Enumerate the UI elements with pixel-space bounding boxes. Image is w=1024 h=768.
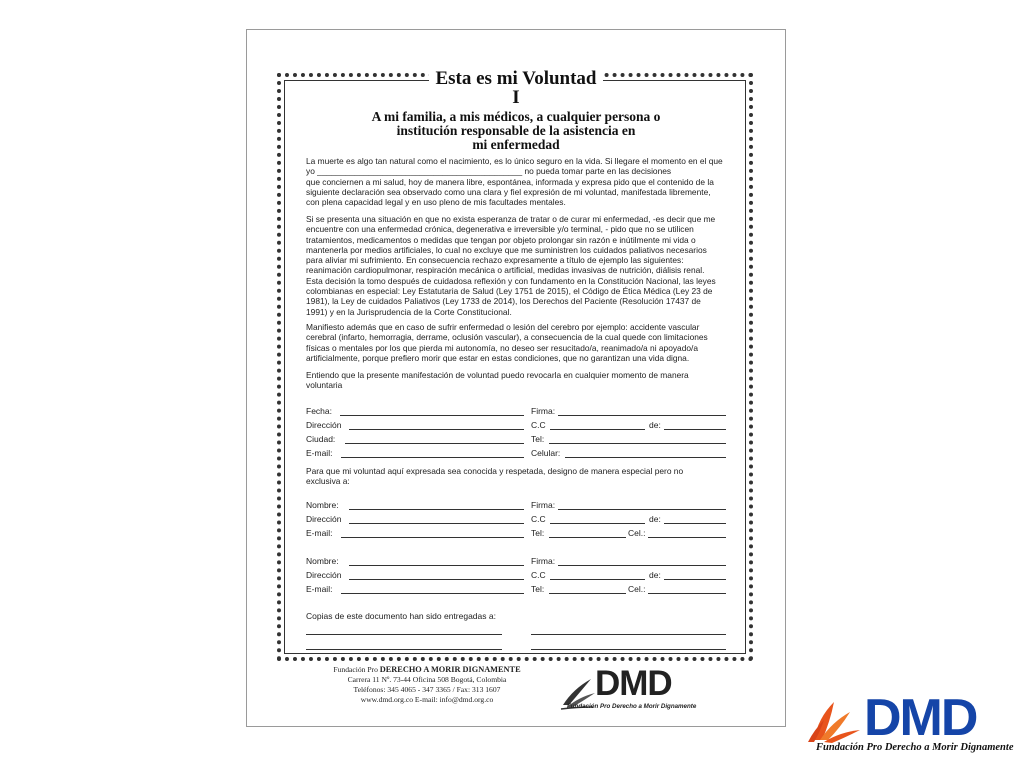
paragraph-line: Manifiesto además que en caso de sufrir enfermedad o lesión del cerebro por ejemplo: accidente vascular xyxy=(306,322,700,332)
designee1-email-field[interactable] xyxy=(341,537,524,538)
footer-contact xyxy=(307,665,547,705)
paragraph-line: colombianas en especial: Ley Estatutaria de Salud (Ley 1751 de 2015), el Código de Ética Médica (Ley 23 de xyxy=(306,286,713,297)
paragraph-line: Esta decisión la tomo después de cuidadosa reflexión y con fundamento en la Constitución Nacional, las leyes xyxy=(306,275,716,286)
designee2-cel-field[interactable] xyxy=(648,593,726,594)
designee1-cc-field[interactable] xyxy=(550,523,645,524)
de-label: de: xyxy=(649,514,661,524)
designee2-direccion-field[interactable] xyxy=(349,579,524,580)
designee2-email-field[interactable] xyxy=(341,593,524,594)
copies-field-right-2[interactable] xyxy=(531,649,726,650)
corner-logo-tagline: Fundación Pro Derecho a Morir Dignamente xyxy=(816,742,1014,753)
designee2-nombre-field[interactable] xyxy=(349,565,524,566)
email-label: E-mail: xyxy=(306,584,333,594)
corner-logo-letters: DMD xyxy=(864,689,977,747)
subtitle-line: A mi familia, a mis médicos, a cualquier persona o xyxy=(371,109,661,124)
direccion-label: Dirección xyxy=(306,420,342,430)
email-field[interactable] xyxy=(341,457,524,458)
paragraph-line: La muerte es algo tan natural como el nacimiento, es lo único seguro en la vida. Si llegare el momento en el que xyxy=(306,156,723,166)
footer-address: Carrera 11 Nº. 73-44 Oficina 508 Bogotá, Colombia xyxy=(347,675,507,684)
celular-field[interactable] xyxy=(565,457,726,458)
designee2-cc-field[interactable] xyxy=(550,579,645,580)
paragraph-line: siguiente declaración sea observado como una clara y fiel expresión de mi voluntad, manifestada libremente, xyxy=(306,186,711,197)
paragraph-line: 1981), la Ley de cuidados Paliativos (Ley 1733 de 2014), los Derechos del Paciente (Resolución 17437 de xyxy=(306,296,701,307)
designee1-nombre-field[interactable] xyxy=(349,509,524,510)
paragraph-line: voluntaria xyxy=(306,380,343,391)
copies-field-right[interactable] xyxy=(531,634,726,635)
paragraph-line: para aliviar mi sufrimiento. En consecuencia rechazo expresamente a título de ejemplo las siguientes: xyxy=(306,255,684,266)
email-label: E-mail: xyxy=(306,448,333,458)
fecha-field[interactable] xyxy=(340,415,524,416)
document-dmd-logo xyxy=(559,665,719,715)
paragraph-line: yo ____________________________________________ no pueda tomar parte en las decisiones xyxy=(306,166,672,177)
cc-label: C.C xyxy=(531,420,546,430)
tel-field[interactable] xyxy=(549,443,726,444)
designee2-tel-field[interactable] xyxy=(549,593,626,594)
email-label: E-mail: xyxy=(306,528,333,538)
copies-field-left[interactable] xyxy=(306,634,502,635)
paragraph-line: que conciernen a mi salud, hoy de manera libre, espontánea, informada y expresa pido que el contenido de la xyxy=(306,176,714,187)
copies-label: Copias de este documento han sido entregadas a: xyxy=(306,611,496,621)
cc-field[interactable] xyxy=(550,429,645,430)
paragraph-line: con plena capacidad legal y en uso pleno de mis facultades mentales. xyxy=(306,197,566,208)
cel-label: Cel.: xyxy=(628,584,646,594)
cc-de-field[interactable] xyxy=(664,429,726,430)
celular-label: Celular: xyxy=(531,448,561,458)
direccion-field[interactable] xyxy=(349,429,524,430)
paragraph-line: encuentre con una enfermedad crónica, degenerativa e irreversible y/o terminal, - pido que no se utilicen xyxy=(306,224,694,235)
ciudad-field[interactable] xyxy=(345,443,524,444)
paragraph-line: cerebral (infarto, hemorragia, derrame, oclusión vascular), a consecuencia de la cual quede con limitaciones xyxy=(306,332,708,343)
cc-label: C.C xyxy=(531,570,546,580)
subtitle-line: mi enfermedad xyxy=(472,137,560,152)
paragraph-line: exclusiva a: xyxy=(306,476,350,487)
designee1-cel-field[interactable] xyxy=(648,537,726,538)
logo-tagline: Fundación Pro Derecho a Morir Dignamente xyxy=(567,703,697,710)
firma-field[interactable] xyxy=(558,415,726,416)
fecha-label: Fecha: xyxy=(306,406,332,416)
designee1-cc-de-field[interactable] xyxy=(664,523,726,524)
document-title-numeral: I xyxy=(512,87,520,108)
paragraph-designation xyxy=(306,466,728,487)
nombre-label: Nombre: xyxy=(306,500,339,510)
tel-label: Tel: xyxy=(531,434,545,444)
direccion-label: Dirección xyxy=(306,570,342,580)
cc-label: C.C xyxy=(531,514,546,524)
subtitle-line: institución responsable de la asistencia en xyxy=(396,123,636,138)
de-label: de: xyxy=(649,570,661,580)
paragraph-line: tratamientos, medicamentos o medidas que tengan por objeto prolongar sin razón e inútilmente mi vida o xyxy=(306,234,696,245)
flame-leaf-icon xyxy=(804,696,866,746)
footer-phones: Teléfonos: 345 4065 - 347 3365 / Fax: 313 1607 xyxy=(353,685,501,694)
paragraph-revocation xyxy=(306,370,728,391)
document-page xyxy=(246,29,786,727)
firma-label: Firma: xyxy=(531,406,556,416)
paragraph-line: Si se presenta una situación en que no exista esperanza de tratar o de curar mi enfermedad, -es decir que me xyxy=(306,214,716,224)
tel-label: Tel: xyxy=(531,528,545,538)
paragraph-line: físicas o mentales por los que pierda mi autonomía, no deseo ser resucitado/a, reanimado/a ni apoyado/a xyxy=(306,342,698,353)
paragraph-line: 1991) y en la Jurisprudencia de la Corte Constitucional. xyxy=(306,306,512,317)
paragraph-line: artificialmente, porque prefiero morir que estar en estas condiciones, que no garantizan una vida digna. xyxy=(306,352,690,363)
document-title: Esta es mi Voluntad xyxy=(247,68,785,90)
designee2-firma-field[interactable] xyxy=(558,565,726,566)
paragraph-line: Para que mi voluntad aquí expresada sea conocida y respetada, designo de manera especial pero no xyxy=(306,466,684,476)
firma-label: Firma: xyxy=(531,556,556,566)
paragraph-intro xyxy=(306,156,728,207)
paragraph-line: mantenerla por medios artificiales, lo cual no excluye que me suministren los cuidados paliativos necesarios xyxy=(306,244,707,255)
paragraph-brain-injury xyxy=(306,322,728,363)
cel-label: Cel.: xyxy=(628,528,646,538)
de-label: de: xyxy=(649,420,661,430)
footer-web: www.dmd.org.co E-mail: info@dmd.org.co xyxy=(360,695,494,704)
direccion-label: Dirección xyxy=(306,514,342,524)
designee1-tel-field[interactable] xyxy=(549,537,626,538)
firma-label: Firma: xyxy=(531,500,556,510)
paragraph-line: Entiendo que la presente manifestación de voluntad puedo revocarla en cualquier momento de manera xyxy=(306,370,689,380)
footer-org: Fundación Pro DERECHO A MORIR DIGNAMENTE xyxy=(333,665,521,674)
tel-label: Tel: xyxy=(531,584,545,594)
ciudad-label: Ciudad: xyxy=(306,434,336,444)
nombre-label: Nombre: xyxy=(306,556,339,566)
logo-letters: DMD xyxy=(595,664,672,703)
corner-dmd-logo xyxy=(804,689,1014,754)
designee1-direccion-field[interactable] xyxy=(349,523,524,524)
copies-field-left-2[interactable] xyxy=(306,649,502,650)
paragraph-line: reanimación cardiopulmonar, respiración mecánica o artificial, medidas invasivas de nutrición, diálisis renal. xyxy=(306,265,705,276)
designee2-cc-de-field[interactable] xyxy=(664,579,726,580)
designee1-firma-field[interactable] xyxy=(558,509,726,510)
paragraph-treatment-refusal xyxy=(306,214,728,317)
